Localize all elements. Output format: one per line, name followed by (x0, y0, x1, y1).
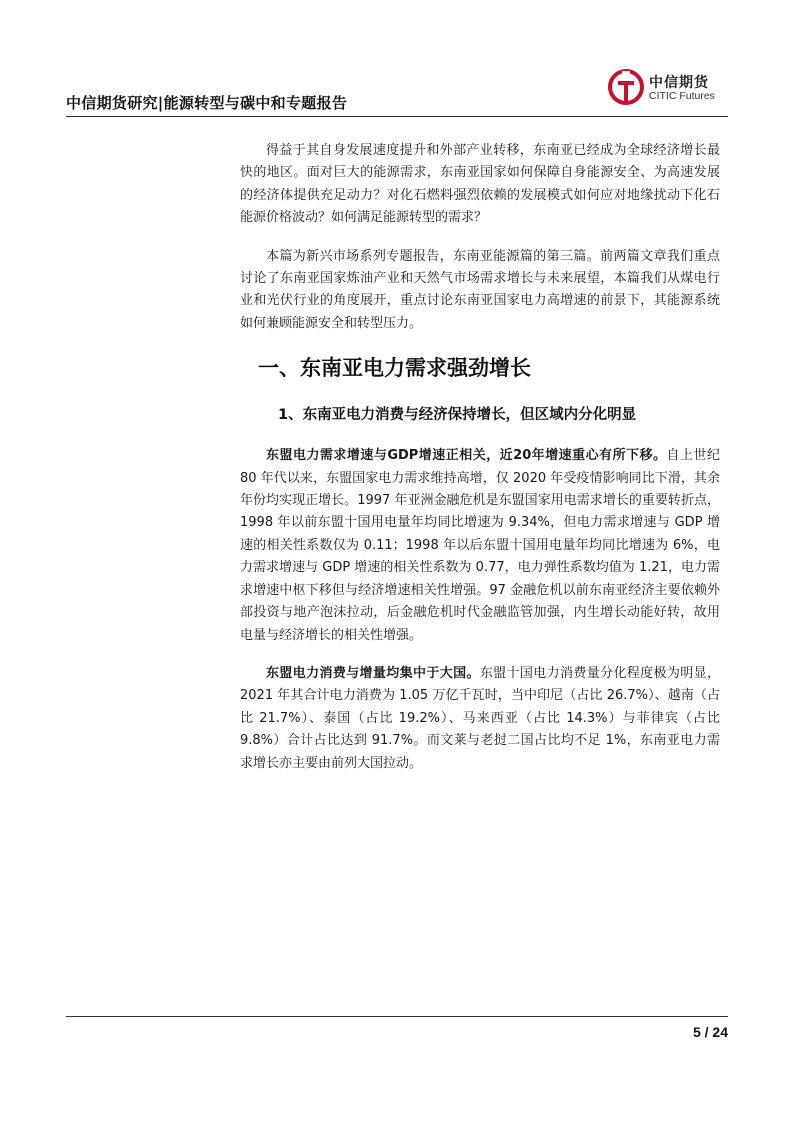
page-number: 5 / 24 (692, 1024, 728, 1040)
intro-paragraph-1: 得益于其自身发展速度提升和外部产业转移，东南亚已经成为全球经济增长最快的地区。面对巨大的能源需求，东南亚国家如何保障自身能源安全、为高速发展的经济体提供充足动力？对化石燃料强烈依赖的发展模式如何应对地缘扰动下化石能源价格波动？如何满足能源转型的需求？ (240, 143, 720, 226)
section-heading: 一、东南亚电力需求强劲增长 (258, 356, 531, 381)
citic-logo-icon (607, 68, 645, 106)
body-paragraph-consumption-share (240, 663, 720, 775)
paragraph-lead-text: 东盟电力需求增速与GDP增速正相关，近20年增速重心有所下移。 (266, 448, 667, 464)
report-header-title: 中信期货研究|能源转型与碳中和专题报告 (66, 94, 348, 112)
paragraph-body-text: 自上世纪 80 年代以来，东盟国家电力需求维持高增，仅 2020 年受疫情影响同比下滑，其余年份均实现正增长。1997 年亚洲金融危机是东盟国家用电需求增长的重要转折点，1998 年以前东盟十国用电量年均同比增速为 9.34%，但电力需求增速与 GDP 增速的相关性系数仅为 0.11；1998 年以后东盟十国用电量年均同比增速为 6%，电力需求增速与 GDP 增速的相关性系数为 0.77，电力弹性系数均值为 1.21，电力需求增速中枢下移但与经济增速相关性增强。97 金融危机以前东南亚经济主要依赖外部投资与地产泡沫拉动，后金融危机时代金融监管加强，内生增长动能好转，故用电量与经济增长的相关性增强。 (240, 448, 720, 643)
subsection-heading: 1、东南亚电力消费与经济保持增长，但区域内分化明显 (278, 407, 637, 424)
logo-text-cn: 中信期货 (649, 75, 709, 91)
report-body (240, 140, 720, 791)
paragraph-lead-text: 东盟电力消费与增量均集中于大国。 (266, 665, 480, 681)
logo-text-en: CITIC Futures (649, 90, 715, 102)
intro-paragraph-2: 本篇为新兴市场系列专题报告，东南亚能源篇的第三篇。前两篇文章我们重点讨论了东南亚国家炼油产业和天然气市场需求增长与未来展望，本篇我们从煤电行业和光伏行业的角度展开，重点讨论东南亚国家电力高增速的前景下，其能源系统如何兼顾能源安全和转型压力。 (240, 248, 720, 331)
citic-logo (607, 68, 727, 108)
footer-divider (66, 1016, 728, 1017)
paragraph-body-text: 东盟十国电力消费量分化程度极为明显，2021 年其合计电力消费为 1.05 万亿千瓦时，当中印尼（占比 26.7%）、越南（占比 21.7%）、泰国（占比 19.2%）、马来西亚（占比 14.3%）与菲律宾（占比 9.8%）合计占比达到 91.7%。而文莱与老挝二国占比均不足 1%，东南亚电力需求增长亦主要由前列大国拉动。 (240, 665, 720, 771)
header-divider (66, 116, 728, 117)
body-paragraph-gdp-correlation (240, 445, 720, 647)
